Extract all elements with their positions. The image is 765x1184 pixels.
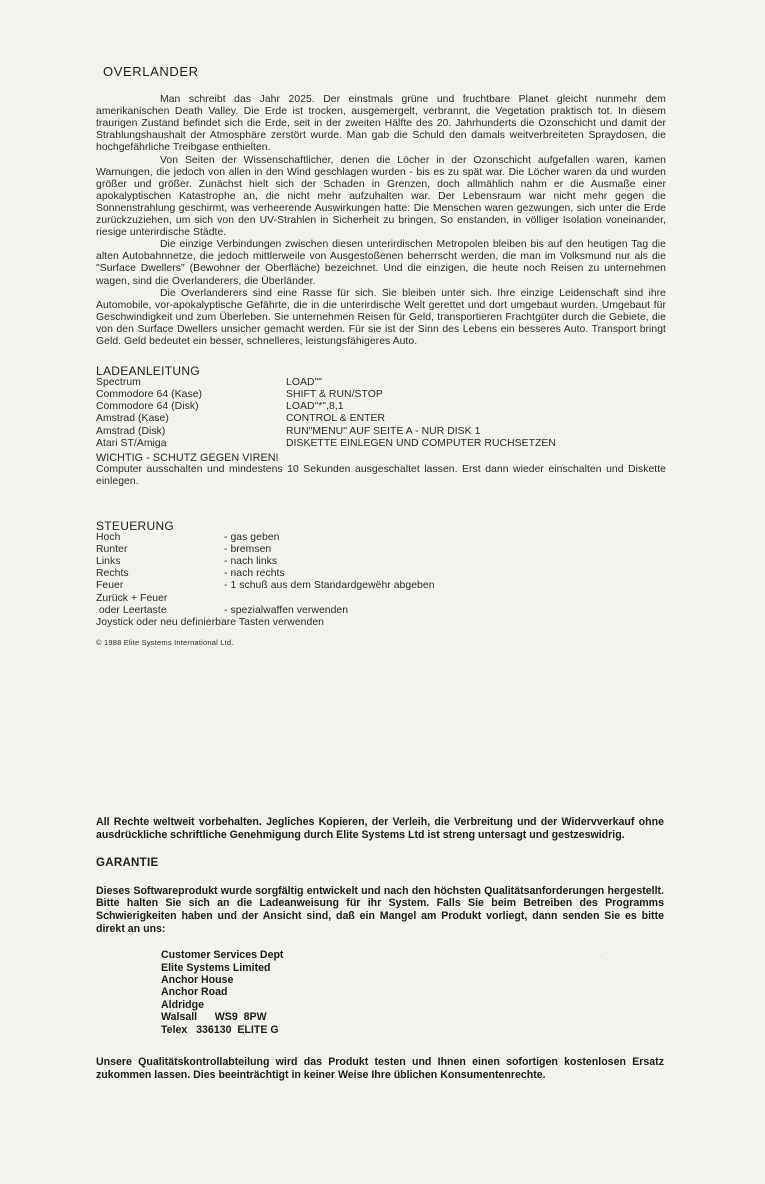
return-address: [161, 949, 664, 1036]
loading-row: [96, 438, 666, 450]
control-row: [96, 580, 666, 592]
address-line: Customer Services Dept: [161, 949, 284, 962]
system-name: Amstrad (Kase): [96, 413, 169, 425]
control-key: Rechts: [96, 568, 129, 580]
load-instruction: LOAD"": [286, 377, 322, 389]
controls-heading: STEUERUNG: [96, 519, 175, 533]
control-action: [224, 593, 666, 605]
rights-notice: All Rechte weltweit vorbehalten. Jegliches Kopieren, der Verleih, die Verbreitung und der Widervverkauf ohne ausdrückliche schriftliche Genehmigung durch Elite Systems Ltd ist streng untersagt und gestzeswidrig.: [96, 816, 664, 841]
controls-section: [96, 520, 666, 649]
control-row: [96, 568, 666, 580]
loading-row: [96, 413, 666, 425]
load-instruction: SHIFT & RUN/STOP: [286, 389, 383, 401]
loading-row: [96, 389, 666, 401]
control-action: - nach links: [224, 556, 278, 568]
joystick-note: Joystick oder neu definierbare Tasten verwenden: [96, 616, 324, 628]
control-key: Runter: [96, 544, 128, 556]
loading-row: [96, 426, 666, 438]
loading-section: [96, 365, 666, 488]
address-line: Anchor Road: [161, 986, 228, 999]
system-name: Spectrum: [96, 377, 141, 389]
control-key: Hoch: [96, 532, 121, 544]
load-instruction: CONTROL & ENTER: [286, 413, 386, 425]
system-name: Atari ST/Amiga: [96, 437, 167, 449]
story-paragraph: Die Overlanderers sind eine Rasse für sich. Sie bleiben unter sich. Ihre einzige Leidenschaft sind ihre Automobile, vor-apokalyptische Gefährte, die in die unterirdische Welt gerettet und dort umgebaut wurden. Umgebaut für Geschwindigkeit und zum Überleben. Sie unternehmen Reisen für Geld, transportieren Frachtgüter durch die Gebiete, die von den Surface Dwellers unsicher gemacht werden. Für sie ist der Sinn des Lebens ein besseres Auto. Transport bringt Geld. Geld bedeutet ein besser, schnelleres, leistungsfähigeres Auto.: [96, 287, 666, 347]
guarantee-text: Dieses Softwareprodukt wurde sorgfältig entwickelt und nach den höchsten Qualitätsanforderungen hergestellt. Bitte halten Sie sich an die Ladeanweisung für ihr System. Falls Sie beim Betreiben des Programms Schwierigkeiten haben und der Ansicht sind, daß ein Mangel am Produkt vorliegt, dann senden Sie es bitte direkt an uns:: [96, 884, 664, 935]
german-instructions: [96, 66, 666, 649]
control-action: - 1 schuß aus dem Standardgewëhr abgeben: [224, 580, 435, 592]
address-line: Anchor House: [161, 973, 234, 986]
legal-section: [96, 816, 664, 1081]
control-key: Feuer: [96, 580, 124, 592]
address-line: Elite Systems Limited: [161, 961, 271, 974]
paper-smudge: ·: [600, 950, 603, 960]
virus-warning-text: Computer ausschalten und mindestens 10 Sekunden ausgeschaltet lassen. Erst dann wieder einschalten und Diskette einlegen.: [96, 463, 666, 487]
story-paragraph: Von Seiten der Wissenschaftlicher, denen die Löcher in der Ozonschicht aufgefallen waren, kamen Warnungen, die jedoch von allen in den Wind geschlagen wurden - bis es zu spät war. Die Löcher waren da und wurden größer und größer. Zunächst hielt sich der Schaden in Grenzen, doch allmählich nahm er die Ausmaße einer apokalyptischen Katastrophe an, die nicht mehr aufzuhalten war. Der Lebensraum war nicht mehr gegen die Sonnenstrahlung geschirmt, was verheerende Auswirkungen hatte: Die Menschen waren gezwungen, sich unter die Erde zurückzuziehen, um sich von den UV-Strahlen in Sicherheit zu bringen. So enstanden, in völliger Isolation voneinander, riesige unterirdische Städte.: [96, 154, 666, 239]
story-paragraph: Man schreibt das Jahr 2025. Der einstmals grüne und fruchtbare Planet gleicht nunmehr dem amerikanischen Death Valley. Die Erde ist trocken, ausgemergelt, verbrannt, die Vegetation praktisch tot. In diesem traurigen Zustand befindet sich die Erde, seit in der zweiten Hälfte des 20. Jahrhunderts die Ozonschicht und damit der Strahlungshaushalt der Atmosphäre zerstört wurde. Man gab die Schuld den damals weitverbreiteten Spraydosen, die hochgefährliche Treibgase enthielten.: [96, 94, 666, 154]
game-title: OVERLANDER: [103, 64, 199, 79]
virus-warning-title: WICHTIG - SCHUTZ GEGEN VIREN!: [96, 451, 279, 464]
story-paragraph: Die einzige Verbindungen zwischen diesen unterirdischen Metropolen bleiben bis auf den heutigen Tag die alten Autobahnnetze, die jedoch mittlerweile von Ausgestoßenen beherrscht werden, die man im Volksmund nur als die "Surface Dwellers" (Bewohner der Oberfläche) bezeichnet. Und die einzigen, die heute noch Reisen zu unternehmen wagen, sind die Overlanderers, die Überländer.: [96, 239, 666, 287]
consumer-rights-note: Unsere Qualitätskontrollabteilung wird das Produkt testen und Ihnen einen sofortigen kostenlosen Ersatz zukommen lassen. Dies beeinträchtigt in keiner Weise Ihre üblichen Konsumentenrechte.: [96, 1056, 664, 1081]
control-action: - gas geben: [224, 532, 280, 544]
loading-heading: LADEANLEITUNG: [96, 364, 200, 379]
address-line: Telex 336130 ELITE G: [161, 1023, 279, 1036]
control-action: - spezialwaffen verwenden: [224, 604, 349, 616]
control-row: [96, 593, 666, 605]
control-row: [96, 605, 666, 617]
story-intro: [96, 94, 666, 348]
control-key: Zurück + Feuer: [96, 592, 168, 604]
load-instruction: RUN"MENU" AUF SEITE A - NUR DISK 1: [286, 425, 481, 437]
control-row: [96, 532, 666, 544]
loading-row: [96, 401, 666, 413]
address-line: Walsall WS9 8PW: [161, 1011, 267, 1024]
copyright-notice: © 1988 Elite Systems International Ltd.: [96, 637, 234, 647]
control-key: Links: [96, 556, 121, 568]
control-action: - bremsen: [224, 544, 272, 556]
system-name: Amstrad (Disk): [96, 425, 166, 437]
address-line: Aldridge: [161, 998, 204, 1011]
system-name: Commodore 64 (Kase): [96, 389, 203, 401]
control-row: [96, 556, 666, 568]
control-key: oder Leertaste: [96, 604, 167, 616]
guarantee-heading: GARANTIE: [96, 857, 159, 870]
control-action: - nach rechts: [224, 568, 285, 580]
control-row: [96, 544, 666, 556]
load-instruction: LOAD"*",8,1: [286, 401, 344, 413]
system-name: Commodore 64 (Disk): [96, 401, 199, 413]
loading-row: [96, 377, 666, 389]
load-instruction: DISKETTE EINLEGEN UND COMPUTER RUCHSETZEN: [286, 437, 556, 449]
